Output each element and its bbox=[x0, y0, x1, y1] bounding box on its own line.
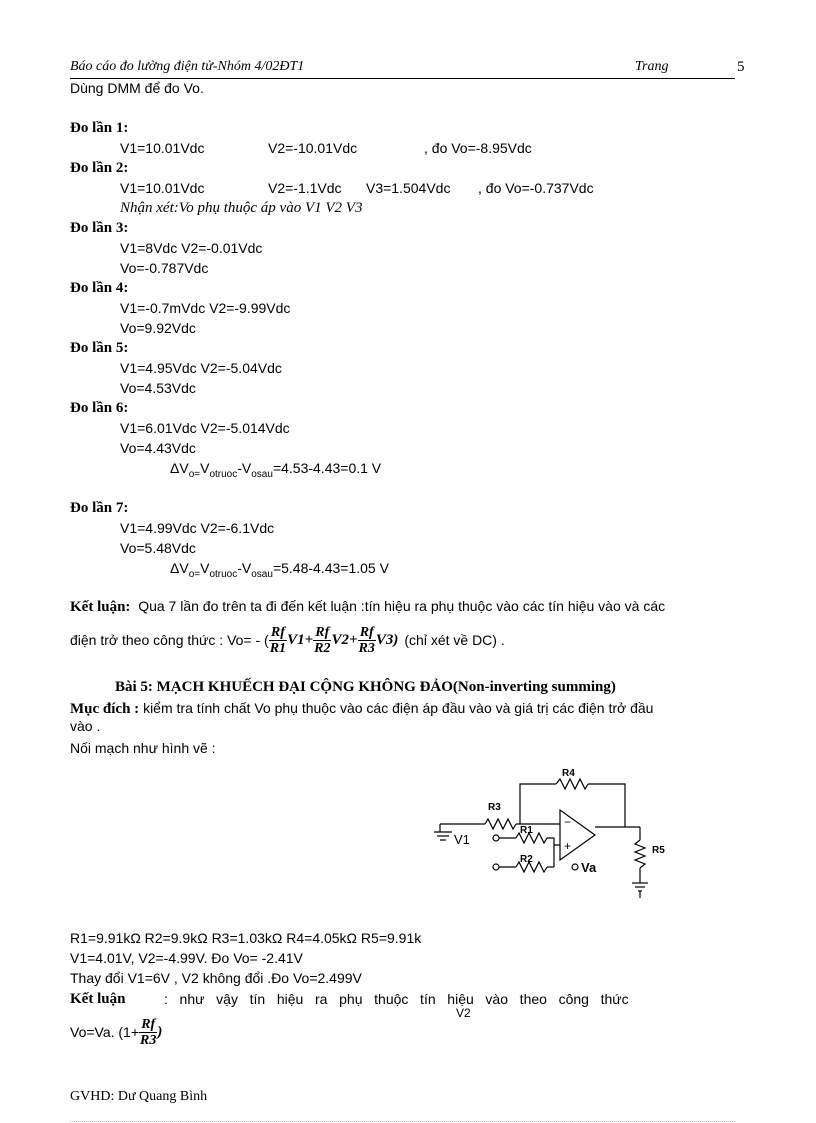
m1-vo: , đo Vo=-8.95Vdc bbox=[424, 140, 532, 156]
m6-line2: Vo=4.43Vdc bbox=[120, 440, 196, 456]
m1-v2: V2=-10.01Vdc bbox=[268, 140, 358, 156]
results-formula: Vo=Va. (1+ $\frac{Rf}{R3}$ ) bbox=[70, 1016, 163, 1048]
m7-line2: Vo=5.48Vdc bbox=[120, 540, 196, 556]
results-resistors: R1=9.91kΩ R2=9.9kΩ R3=1.03kΩ R4=4.05kΩ R5=9.91k bbox=[70, 930, 422, 946]
circuit-r4: R4 bbox=[562, 768, 575, 779]
m5-line1: V1=4.95Vdc V2=-5.04Vdc bbox=[120, 360, 282, 376]
m5-label: Đo lần 5: bbox=[70, 340, 129, 356]
circuit-r3: R3 bbox=[488, 802, 501, 813]
results-conclusion-text: : như vậy tín hiệu ra phụ thuộc tín hiệu vào theo công thức bbox=[164, 991, 629, 1007]
m2-label: Đo lần 2: bbox=[70, 160, 129, 176]
footer-supervisor: GVHD: Dư Quang Bình bbox=[70, 1089, 208, 1104]
m1-label: Đo lần 1: bbox=[70, 120, 129, 136]
m2-v2: V2=-1.1Vdc bbox=[268, 180, 342, 196]
lesson5-purpose: Mục đích : kiểm tra tính chất Vo phụ thuộc vào các điện áp đầu vào và giá trị các điện trở đầu bbox=[70, 700, 654, 717]
header-page-label: Trang bbox=[635, 59, 669, 74]
results-conclusion-label: Kết luận bbox=[70, 991, 126, 1007]
conclusion1-line1: Kết luận: Qua 7 lần đo trên ta đi đến kết luận :tín hiệu ra phụ thuộc vào các tín hiệu vào và các bbox=[70, 598, 666, 615]
m2-vo: , đo Vo=-0.737Vdc bbox=[478, 180, 594, 196]
m7-line1: V1=4.99Vdc V2=-6.1Vdc bbox=[120, 520, 275, 536]
circuit-va: Va bbox=[581, 860, 597, 875]
m6-label: Đo lần 6: bbox=[70, 400, 129, 416]
header-rule bbox=[70, 78, 735, 79]
m3-line2: Vo=-0.787Vdc bbox=[120, 260, 209, 276]
m2-v1: V1=10.01Vdc bbox=[120, 180, 205, 196]
m5-line2: Vo=4.53Vdc bbox=[120, 380, 196, 396]
circuit-v1: V1 bbox=[454, 832, 470, 847]
lesson5-title: Bài 5: MẠCH KHUẾCH ĐẠI CỘNG KHÔNG ĐẢO(Non-inverting summing) bbox=[115, 679, 616, 695]
m3-line1: V1=8Vdc V2=-0.01Vdc bbox=[120, 240, 263, 256]
lesson5-connect: Nối mạch như hình vẽ : bbox=[70, 740, 216, 756]
header-title: Báo cáo đo lường điện tử-Nhóm 4/02ĐT1 bbox=[70, 59, 305, 74]
circuit-diagram bbox=[430, 760, 690, 905]
footer-rule bbox=[70, 1121, 735, 1122]
m2-v3: V3=1.504Vdc bbox=[366, 180, 451, 196]
intro-text: Dùng DMM để đo Vo. bbox=[70, 80, 204, 96]
m6-delta: $\Delta V_{o=}V_{otruoc}-V_{osau}=4.53-4.43=0.1$ V bbox=[170, 460, 382, 480]
m3-label: Đo lần 3: bbox=[70, 220, 129, 236]
header-page-number: 5 bbox=[737, 59, 745, 75]
circuit-r5: R5 bbox=[652, 845, 665, 856]
circuit-plus: + bbox=[564, 839, 572, 853]
circuit-minus: − bbox=[564, 815, 572, 829]
conclusion1-formula: điện trở theo công thức : Vo= - ( $\frac{Rf}{R1}$ V1+ $\frac{Rf}{R2}$ V2+ $\frac{Rf}{R3}$ V3) (chỉ xét về DC) . bbox=[70, 624, 505, 656]
m4-label: Đo lần 4: bbox=[70, 280, 129, 296]
results-line2: V1=4.01V, V2=-4.99V. Đo Vo= -2.41V bbox=[70, 950, 303, 966]
m6-line1: V1=6.01Vdc V2=-5.014Vdc bbox=[120, 420, 290, 436]
m7-delta: $\Delta V_{o=}V_{otruoc}-V_{osau}=5.48-4.43=1.05$ V bbox=[170, 560, 389, 580]
m1-v1: V1=10.01Vdc bbox=[120, 140, 205, 156]
results-v2-note: V2 bbox=[456, 1006, 471, 1020]
results-line3: Thay đổi V1=6V , V2 không đổi .Đo Vo=2.499V bbox=[70, 970, 362, 986]
lesson5-purpose2: vào . bbox=[70, 718, 101, 734]
circuit-r1: R1 bbox=[520, 825, 533, 836]
m7-label: Đo lần 7: bbox=[70, 500, 129, 516]
m4-line1: V1=-0.7mVdc V2=-9.99Vdc bbox=[120, 300, 291, 316]
m2-remark: Nhận xét:Vo phụ thuộc áp vào V1 V2 V3 bbox=[120, 200, 363, 216]
m4-line2: Vo=9.92Vdc bbox=[120, 320, 196, 336]
circuit-r2: R2 bbox=[520, 854, 533, 865]
